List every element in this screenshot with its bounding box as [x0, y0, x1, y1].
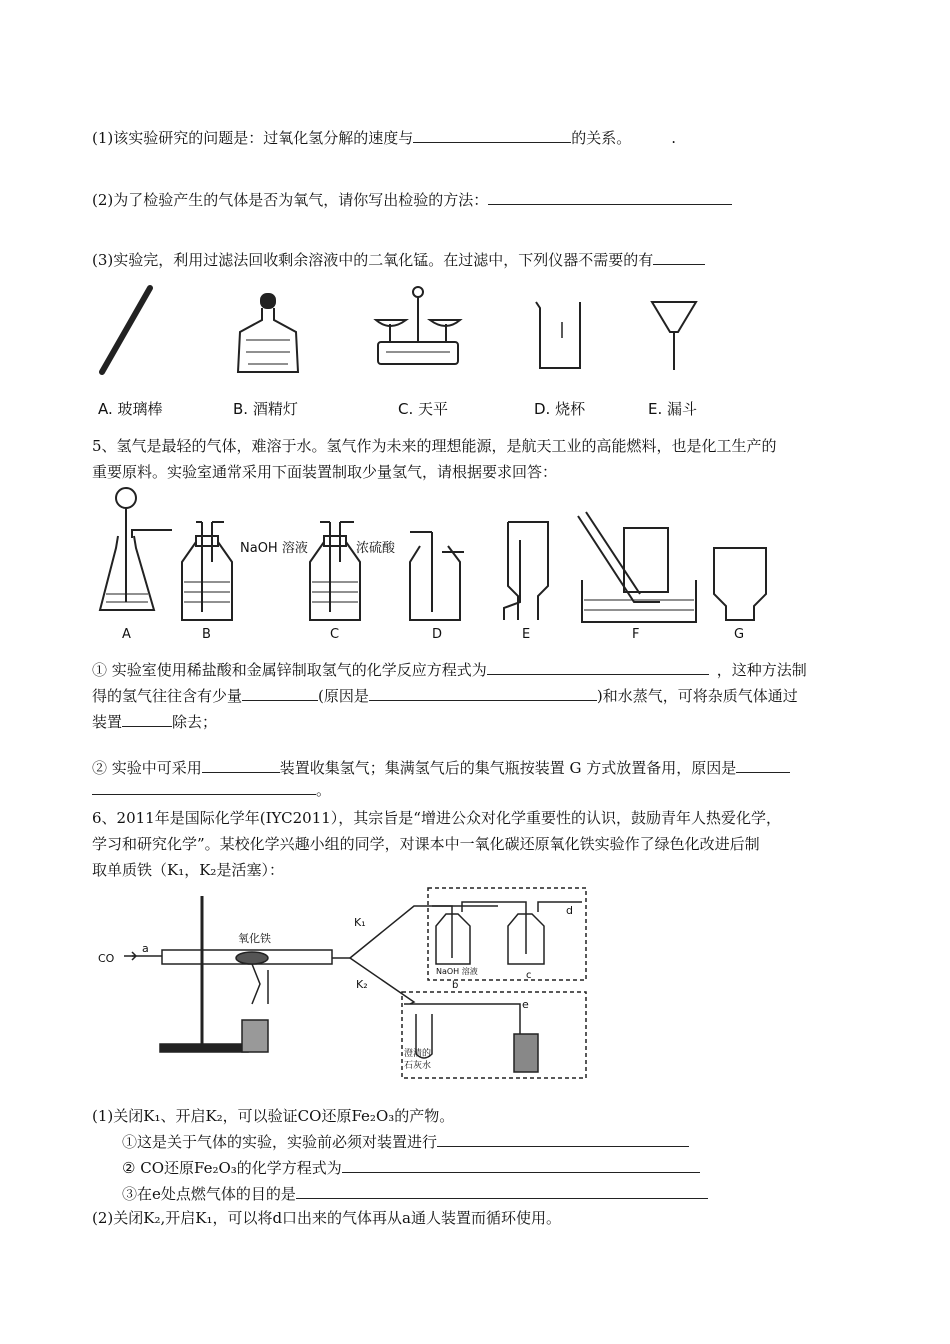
apparatus-f-icon [578, 512, 696, 622]
q4-item2: (2)为了检验产生的气体是否为氧气，请你写出检验的方法： [92, 190, 732, 210]
answer-blank[interactable] [736, 758, 790, 773]
apparatus-letter: E [522, 627, 531, 642]
apparatus-c-icon [310, 522, 360, 620]
answer-blank[interactable] [242, 686, 318, 701]
sulfuric-acid-label: 浓硫酸 [356, 541, 396, 556]
q5-stem-line2: 重要原料。实验室通常采用下面装置制取少量氢气，请根据要求回答： [92, 463, 558, 481]
instrument-label-d: D. 烧杯 [534, 400, 586, 418]
valve-k1-label: K₁ [354, 916, 366, 929]
port-a-label: a [142, 942, 149, 955]
q6-part1-b: ② CO还原Fe₂O₃的化学方程式为 [122, 1158, 700, 1178]
answer-blank[interactable] [413, 128, 571, 143]
naoh-solution-label: NaOH 溶液 [436, 967, 478, 976]
apparatus-e-icon [504, 522, 548, 620]
q6-part2: (2)关闭K₂,开启K₁，可以将d口出来的气体再从a通人装置而循环使用。 [92, 1209, 562, 1227]
co-reduction-apparatus-figure [92, 884, 592, 1084]
port-d-label: d [566, 904, 573, 917]
q6-part1: (1)关闭K₁、开启K₂，可以验证CO还原Fe₂O₃的产物。 [92, 1107, 455, 1125]
glass-rod-icon [102, 288, 150, 372]
instrument-label-b: B. 酒精灯 [233, 400, 298, 418]
apparatus-letter: A [122, 627, 131, 642]
limewater-label-1: 澄清的 [404, 1049, 432, 1059]
answer-blank[interactable] [487, 660, 709, 675]
q4-item1: (1)该实验研究的问题是：过氧化氢分解的速度与 的关系。 . [92, 129, 677, 147]
answer-blank[interactable] [653, 250, 705, 265]
answer-blank[interactable] [92, 780, 316, 795]
q6-part1-a: ①这是关于气体的实验，实验前必须对装置进行 [122, 1132, 689, 1152]
apparatus-b-icon [182, 522, 232, 620]
answer-blank[interactable] [202, 758, 280, 773]
q5-sub2-line1: ② 实验中可采用 装置收集氢气；集满氢气后的集气瓶按装置 G 方式放置备用，原因是 [92, 758, 790, 778]
apparatus-d-icon [410, 532, 464, 620]
apparatus-letter: G [734, 627, 745, 642]
q6-stem-line2: 学习和研究化学”。某校化学兴趣小组的同学，对课本中一氧化碳还原氧化铁实验作了绿色化改进后制 [92, 835, 760, 853]
answer-blank[interactable] [296, 1184, 708, 1199]
apparatus-letter: D [432, 627, 443, 642]
balance-icon [376, 287, 460, 364]
answer-blank[interactable] [122, 712, 172, 727]
answer-blank[interactable] [342, 1158, 700, 1173]
instrument-label-a: A. 玻璃棒 [98, 400, 163, 418]
bottle-b-label: b [452, 980, 459, 991]
q5-sub2-line2: 。 [92, 780, 331, 800]
funnel-icon [652, 302, 696, 370]
beaker-icon [536, 302, 580, 368]
apparatus-letter: C [330, 627, 340, 642]
q6-part1-c: ③在e处点燃气体的目的是 [122, 1184, 708, 1204]
limewater-label-2: 石灰水 [404, 1061, 432, 1071]
q6-stem-line3: 取单质铁（K₁，K₂是活塞）： [92, 861, 284, 879]
alcohol-lamp-icon [238, 294, 298, 372]
naoh-solution-label: NaOH 溶液 [240, 541, 308, 556]
answer-blank[interactable] [488, 190, 732, 205]
co-label: CO [98, 952, 115, 965]
valve-k2-label: K₂ [356, 978, 368, 991]
port-e-label: e [522, 998, 529, 1011]
q6-stem-line1: 6、2011年是国际化学年(IYC2011），其宗旨是“增进公众对化学重要性的认识，鼓励青年人热爱化学， [92, 809, 781, 827]
q5-sub1-line2: 得的氢气往往含有少量 (原因是 )和水蒸气，可将杂质气体通过 [92, 687, 798, 705]
instrument-label-c: C. 天平 [398, 400, 449, 418]
instrument-label-e: E. 漏斗 [648, 400, 698, 418]
q5-sub1-line1: ① 实验室使用稀盐酸和金属锌制取氢气的化学反应方程式为 ，这种方法制 [92, 661, 807, 679]
q5-stem-line1: 5、氢气是最轻的气体，难溶于水。氢气作为未来的理想能源，是航天工业的高能燃料，也是化工生产的 [92, 437, 777, 455]
instruments-figure [90, 280, 730, 385]
iron-oxide-label: 氧化铁 [238, 932, 271, 945]
apparatus-a-icon [100, 488, 172, 610]
hydrogen-apparatus-figure [92, 482, 782, 648]
answer-blank[interactable] [369, 686, 597, 701]
apparatus-letter: B [202, 627, 211, 642]
answer-blank[interactable] [437, 1132, 689, 1147]
q5-sub1-line3: 装置 除去； [92, 713, 218, 731]
apparatus-g-icon [714, 548, 766, 620]
bottle-c-label: c [526, 970, 532, 981]
apparatus-letter: F [632, 627, 640, 642]
q4-item3: (3)实验完，利用过滤法回收剩余溶液中的二氧化锰。在过滤中，下列仪器不需要的有 [92, 250, 705, 270]
